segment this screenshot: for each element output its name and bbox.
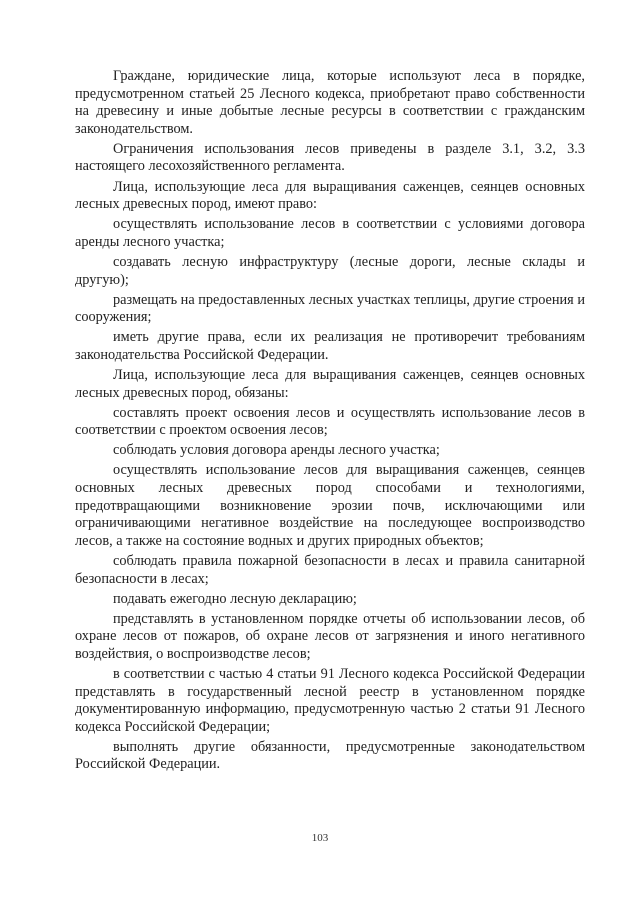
paragraph: в соответствии с частью 4 статьи 91 Лесного кодекса Российской Федерации представлять в государственный лесной реестр в установленном порядке документированную информацию, предусмотренную частью 2 статьи 91 Лесного кодекса Российской Федерации; [75,666,585,735]
paragraph: создавать лесную инфраструктуру (лесные дороги, лесные склады и другую); [75,253,585,288]
paragraph: соблюдать условия договора аренды лесного участка; [113,442,440,459]
paragraph: Лица, использующие леса для выращивания саженцев, сеянцев основных лесных древесных пород, обязаны: [75,367,585,401]
paragraph: Граждане, юридические лица, которые используют леса в порядке, предусмотренном статьей 25 Лесного кодекса, приобретают право собственности на древесину и иные добытые лесные ресурсы в соответствии с гражданским законодательством. [75,68,585,137]
paragraph: представлять в установленном порядке отчеты об использовании лесов, об охране лесов от пожаров, об охране лесов от загрязнения и иного негативного воздействия, о воспроизводстве лесов; [75,610,585,662]
paragraph: осуществлять использование лесов в соответствии с условиями договора аренды лесного участка; [75,216,585,250]
paragraph: Лица, использующие леса для выращивания саженцев, сеянцев основных лесных древесных пород, имеют право: [75,178,585,213]
page-number: 103 [311,832,329,844]
paragraph: осуществлять использование лесов для выращивания саженцев, сеянцев основных лесных древесных пород способами и технологиями, предотвращающими возникновение эрозии почв, исключающими или ограничивающими негативное воздействие на последующее воспроизводство лесов, а также на состояние водных и других природных объектов; [75,462,585,549]
paragraph: соблюдать правила пожарной безопасности в лесах и правила санитарной безопасности в лесах; [75,552,585,587]
paragraph: подавать ежегодно лесную декларацию; [113,590,357,607]
paragraph: размещать на предоставленных лесных участках теплицы, другие строения и сооружения; [75,291,585,326]
paragraph: иметь другие права, если их реализация не противоречит требованиям законодательства Российской Федерации. [75,329,585,363]
paragraph: выполнять другие обязанности, предусмотренные законодательством Российской Федерации. [75,738,585,773]
document-body [75,68,585,777]
paragraph: Ограничения использования лесов приведены в разделе 3.1, 3.2, 3.3 настоящего лесохозяйственного регламента. [75,140,585,175]
paragraph: составлять проект освоения лесов и осуществлять использование лесов в соответствии с проектом освоения лесов; [75,404,585,439]
